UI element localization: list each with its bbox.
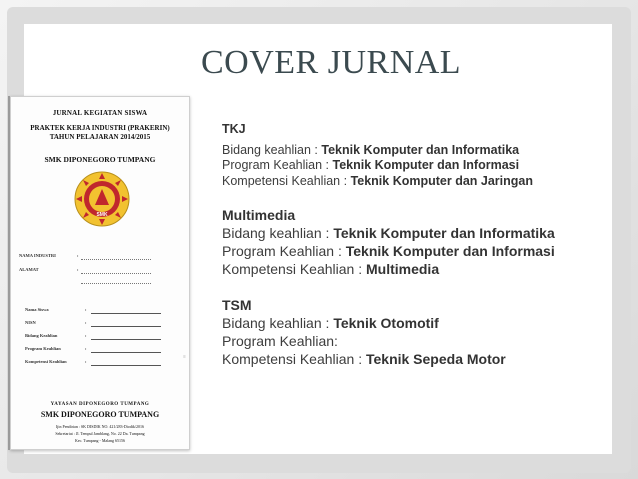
cover-header-line1: JURNAL KEGIATAN SISWA	[52, 109, 148, 117]
cover-underline	[91, 365, 161, 366]
tkj-row-program: Program Keahlian : Teknik Komputer dan Informasi	[222, 158, 520, 172]
cover-header-line3: TAHUN PELAJARAN 2014/2015	[49, 133, 151, 141]
cover-school-name-footer: SMK DIPONEGORO TUMPANG	[40, 410, 160, 419]
cover-field-program: Program Keahlian	[25, 346, 61, 351]
cover-foundation: YAYASAN DIPONEGORO TUMPANG	[50, 402, 150, 407]
tsm-row-kompetensi: Kompetensi Keahlian : Teknik Sepeda Motor	[222, 351, 506, 367]
cover-field-industry: NAMA INDUSTRI	[19, 253, 56, 258]
section-heading-multimedia: Multimedia	[222, 207, 296, 223]
section-heading-tkj: TKJ	[222, 122, 246, 136]
cover-header-line2: PRAKTEK KERJA INDUSTRI (PRAKERIN)	[30, 124, 170, 132]
cover-underline	[91, 313, 161, 314]
cover-address-line2: Sekretariat : Jl. Tempul Jamblang, No. 22 Da. Tumpang	[55, 431, 145, 436]
cover-address-line1: Ijin Pendirian : SK DISDIK NO. 421/283-Diodik/2016	[55, 424, 145, 429]
multimedia-row-program: Program Keahlian : Teknik Komputer dan Informasi	[222, 243, 555, 259]
cover-field-nisn: NISN	[25, 320, 36, 325]
cover-dotted-line	[81, 273, 151, 274]
cover-underline	[91, 339, 161, 340]
tsm-row-bidang: Bidang keahlian : Teknik Otomotif	[222, 315, 439, 331]
cover-field-name: Nama Siswa	[25, 307, 49, 312]
slide-title: COVER JURNAL	[201, 44, 462, 81]
cover-field-kompetensi: Kompetensi Keahlian	[25, 359, 67, 364]
cover-dotted-line	[81, 259, 151, 260]
cover-field-bidang: Bidang Keahlian	[25, 333, 58, 338]
tkj-row-bidang: Bidang keahlian : Teknik Komputer dan Informatika	[222, 143, 520, 157]
cover-underline	[91, 326, 161, 327]
cover-field-address: ALAMAT	[19, 267, 39, 272]
multimedia-row-kompetensi: Kompetensi Keahlian : Multimedia	[222, 261, 440, 277]
logo-text: SMK	[96, 212, 108, 218]
cover-underline	[91, 352, 161, 353]
section-heading-tsm: TSM	[222, 297, 252, 313]
cover-side-mark: ≡	[183, 355, 186, 360]
tkj-row-kompetensi: Kompetensi Keahlian : Teknik Komputer dan Jaringan	[222, 174, 534, 188]
school-logo-icon	[73, 170, 131, 228]
tsm-row-program: Program Keahlian:	[222, 333, 338, 349]
cover-dotted-line	[81, 283, 151, 284]
cover-address-line3: Kec. Tumpang - Malang 65156	[74, 438, 126, 443]
cover-school-name: SMK DIPONEGORO TUMPANG	[44, 155, 156, 164]
journal-cover-image: JURNAL KEGIATAN SISWA PRAKTEK KERJA INDUSTRI (PRAKERIN) TAHUN PELAJARAN 2014/2015 SMK DIPONEGORO TUMPANG SMK NAMA INDUSTRI : ALAMAT : Nama Siswa : NISN : Bidang Keahlian : Program Keahlian : Kompetensi Keahlian : ≡ YAYASAN DIPONEGORO TUMPANG SMK DIPONEGORO TUMPANG Ijin Pendirian : SK DISDIK NO. 421/283-Diodik/2016 Sekretariat : Jl. Tempul Jamblang, No. 22 Da. Tumpang Kec. Tumpang - Malang 65156	[10, 96, 190, 450]
multimedia-row-bidang: Bidang keahlian : Teknik Komputer dan Informatika	[222, 225, 555, 241]
